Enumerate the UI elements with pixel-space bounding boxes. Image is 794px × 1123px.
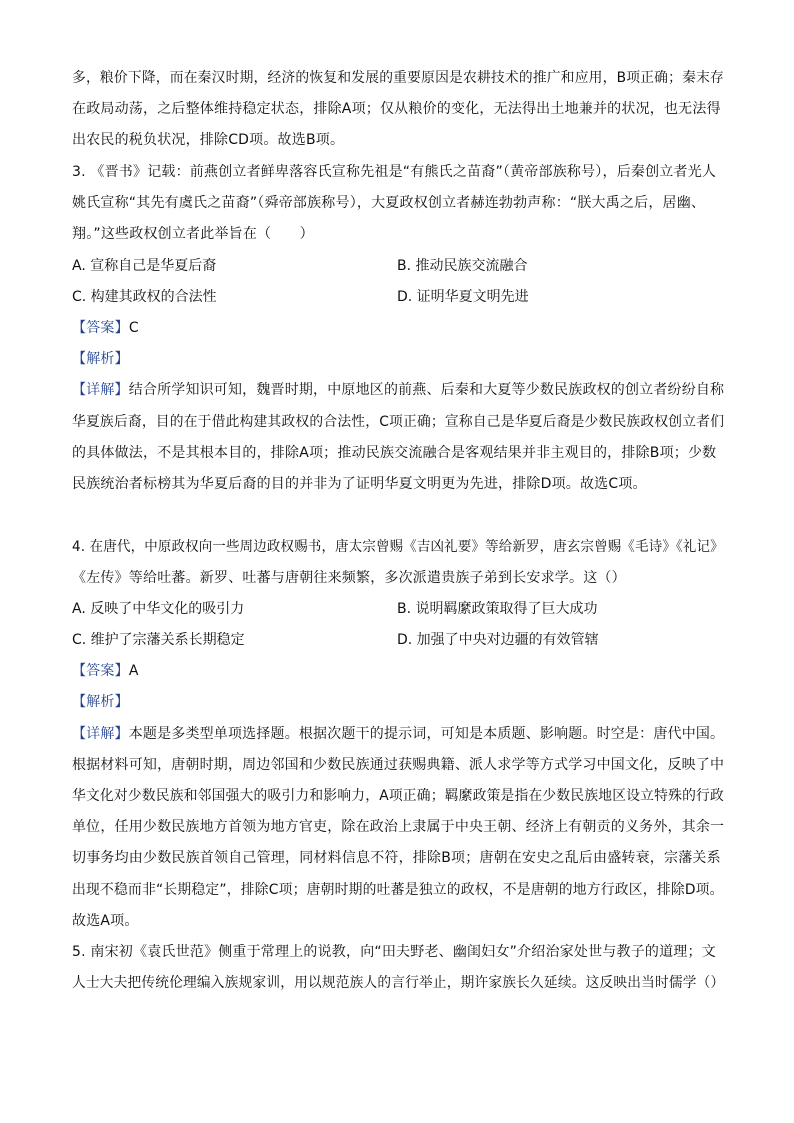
question-4-detail: 出现不稳而非“长期稳定”，排除C项；唐朝时期的吐蕃是独立的政权，不是唐朝的地方行政区，排除D项。 [72,882,724,898]
question-3-option-a: A. 宣称自己是华夏后裔 [72,258,217,274]
question-5-stem: 5. 南宋初《袁氏世范》侧重于常理上的说教，向“田夫野老、幽闺妇女”介绍治家处世与教子的道理；文 [72,944,716,960]
question-3-stem: 翔。”这些政权创立者此举旨在（ ） [72,226,314,242]
prev-answer-line: 出农民的税负状况，排除CD项。故选B项。 [72,132,345,148]
section-tag: 【详解】 [72,726,129,742]
question-4-option-c: C. 维护了宗藩关系长期稳定 [72,632,245,648]
question-4-stem: 4. 在唐代，中原政权向一些周边政权赐书，唐太宗曾赐《吉凶礼要》等给新罗，唐玄宗曾赐《毛诗》《礼记》 [72,539,724,555]
section-tag: 【解析】 [72,694,129,710]
question-4-detail: 单位，任用少数民族地方首领为地方官吏，除在政治上隶属于中央王朝、经济上有朝贡的义务外，其余一 [72,819,725,835]
question-4-detail: 切事务均由少数民族首领自己管理，同材料信息不符，排除B项；唐朝在安史之乱后由盛转衰，宗藩关系 [72,850,721,866]
question-4-detail: 【详解】本题是多类型单项选择题。根据次题干的提示词，可知是本质题、影响题。时空是：唐代中国。 [72,726,725,742]
question-4-detail: 故选A项。 [72,913,139,929]
question-4-stem: 《左传》等给吐蕃。新罗、吐蕃与唐朝往来频繁，多次派遣贵族子弟到长安求学。这（） [72,570,626,586]
question-4-detail: 华文化对少数民族和邻国强大的吸引力和影响力，A项正确；羁縻政策是指在少数民族地区设立特殊的行政 [72,788,724,804]
question-3-detail: 【详解】结合所学知识可知，魏晋时期，中原地区的前燕、后秦和大夏等少数民族政权的创立者纷纷自称 [72,382,725,398]
question-4-option-d: D. 加强了中央对边疆的有效管辖 [397,632,599,648]
section-tag: 【详解】 [72,382,129,398]
question-3-option-d: D. 证明华夏文明先进 [397,289,529,305]
question-3-option-b: B. 推动民族交流融合 [397,258,528,274]
question-4-answer: 【答案】A [72,663,139,679]
question-4-detail: 根据材料可知，唐朝时期，周边邻国和少数民族通过获赐典籍、派人求学等方式学习中国文化，反映了中 [72,757,725,773]
question-3-stem: 姚氏宣称“其先有虞氏之苗裔”（舜帝部族称号），大夏政权创立者赫连勃勃声称：“朕大禹之后，居幽、 [72,195,706,211]
section-tag: 【解析】 [72,351,129,367]
question-3-detail: 华夏族后裔，目的在于借此构建其政权的合法性，C项正确；宣称自己是华夏后裔是少数民族政权创立者们 [72,414,725,430]
question-5-stem: 人士大夫把传统伦理编入族规家训，用以规范族人的言行举止，期许家族长久延续。这反映出当时儒学（） [72,975,725,991]
question-3-detail: 民族统治者标榜其为华夏后裔的目的并非为了证明华夏文明更为先进，排除D项。故选C项。 [72,476,647,492]
question-4-analysis-label [72,693,129,711]
section-tag: 【答案】 [72,663,129,679]
question-4-option-b: B. 说明羁縻政策取得了巨大成功 [397,601,598,617]
prev-answer-line: 在政局动荡，之后整体维持稳定状态，排除A项；仅从粮价的变化，无法得出土地兼并的状况，也无法得 [72,101,721,117]
question-3-analysis-label [72,350,129,368]
question-4-option-a: A. 反映了中华文化的吸引力 [72,601,245,617]
section-tag: 【答案】 [72,320,129,336]
question-3-stem: 3. 《晋书》记载：前燕创立者鲜卑落容氏宣称先祖是“有熊氏之苗裔”（黄帝部族称号），后秦创立者光人 [72,164,717,180]
prev-answer-line: 多，粮价下降，而在秦汉时期，经济的恢复和发展的重要原因是农耕技术的推广和应用，B项正确；秦末存 [72,70,725,86]
question-3-detail: 的具体做法，不是其根本目的，排除A项；推动民族交流融合是客观结果并非主观目的，排除B项；少数 [72,445,717,461]
question-3-option-c: C. 构建其政权的合法性 [72,289,217,305]
question-3-answer: 【答案】C [72,320,139,336]
